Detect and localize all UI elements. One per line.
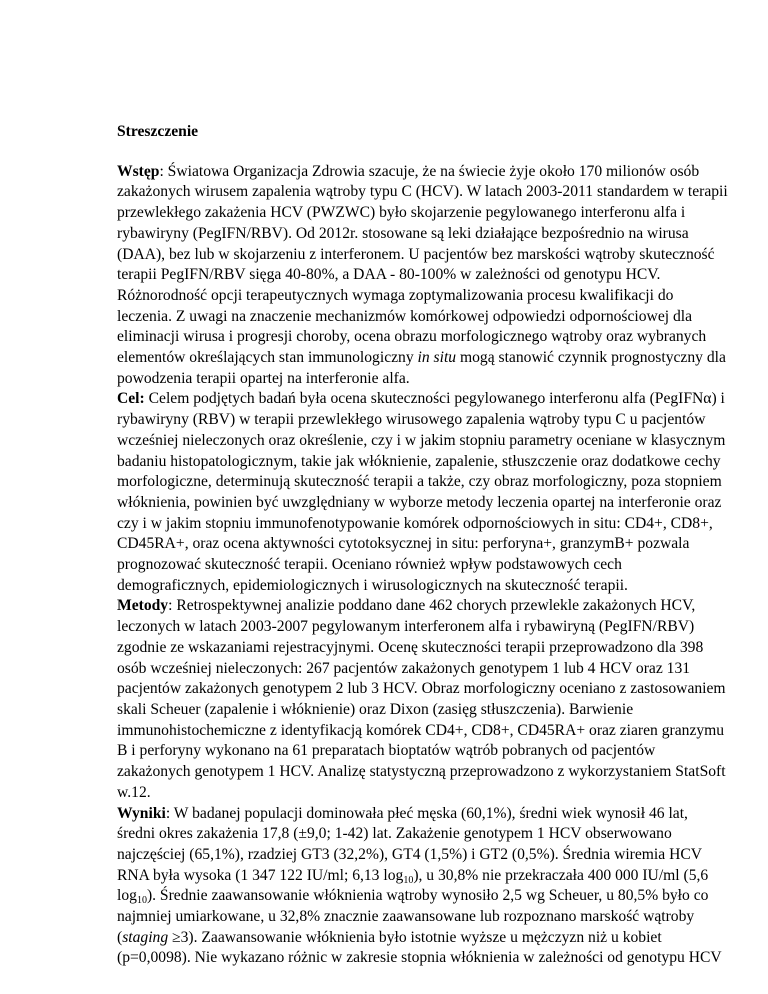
text-line: leczonych w latach 2003-2007 pegylowanym interferonem alfa i rybawiryną (PegIFN/RBV) [117,618,695,636]
text-line: prognozować skuteczność terapii. Oceniano również wpływ podstawowych cech [117,556,622,574]
section-title: Streszczenie [117,123,199,140]
text-line: zakażonych genotypem 1 HCV. Analizę statystyczną przeprowadzono z wykorzystaniem StatSoft [117,763,726,781]
text-line: leczenia. Z uwagi na znaczenie mechanizmów komórkowej odpowiedzi odpornościowej dla [117,307,693,325]
text-line: terapii PegIFN/RBV sięga 40-80%, a DAA - 80-100% w zależności od genotypu HCV. [117,266,661,284]
text-line: pacjentów zakażonych genotypem 2 lub 3 HCV. Obraz morfologiczny oceniano z zastosowaniem [117,680,726,698]
text-line: w.12. [117,783,151,801]
text-line: najczęściej (65,1%), rzadziej GT3 (32,2%), GT4 (1,5%) i GT2 (0,5%). Średnia wiremia HCV [117,845,703,863]
text-line: CD45RA+, oraz ocena aktywności cytotoksycznej in situ: perforyna+, granzymB+ pozwala [117,535,690,553]
text-line: eliminacji wirusa i progresji choroby, ocena obrazu morfologicznego wątroby oraz wybranych [117,328,707,346]
text-line: włóknienia, powinien być uwzględniany w wyborze metody leczenia opartej na interferonie oraz [117,493,722,511]
text-line: skali Scheuer (zapalenie i włóknienie) oraz Dixon (zasięg stłuszczenia). Barwienie [117,700,634,718]
text-line: $\log_{10}$). Średnie zaawansowanie włóknienia wątroby wynosiło 2,5 wg Scheuer, u 80,5% było co [117,887,709,907]
text-line: demograficznych, epidemiologicznych i wirusologicznych na skuteczność terapii. [117,576,628,594]
text-line: wcześniej nieleczonych oraz określenie, czy i w jakim stopniu parametry oceniane w klasycznym [117,431,726,449]
paragraph-wstep [117,162,728,390]
text-line: rybawiryny (RBV) w terapii przewlekłego wirusowego zapalenia wątroby typu C u pacjentów [117,411,706,429]
text-line: czy i w jakim stopniu immunofenotypowanie komórek odpornościowych in situ: CD4+, CD8+, [117,514,713,532]
document-page [117,122,728,969]
text-line: rybawiryny (PegIFN/RBV). Od 2012r. stosowane są leki działające bezpośrednio na wirusa [117,224,689,242]
label-metody: Metody [117,597,169,615]
text-line: (DAA), bez lub w skojarzeniu z interferonem. U pacjentów bez marskości wątroby skuteczność [117,245,715,263]
text-line: Różnorodność opcji terapeutycznych wymaga zoptymalizowania procesu kwalifikacji do [117,286,674,304]
text-line: morfologiczne, determinują skuteczność terapii a także, czy obraz morfologiczny, poza stopniem [117,473,722,491]
text-line: RNA była wysoka (1 347 122 IU/ml; 6,13 $\log_{10}$), u 30,8% nie przekraczała 400 000 IU/ml (5,6 [117,866,709,886]
text-line: najmniej umiarkowane, u 32,8% znacznie zaawansowane lub rozpoznano marskość wątroby [117,908,695,926]
text-line: zgodnie ze wskazaniami rejestracyjnymi. Ocenę skuteczności terapii przeprowadzono dla 398 [117,638,704,656]
text-line: Cel: Celem podjętych badań była ocena skuteczności pegylowanego interferonu alfa (PegIFNα) i [117,390,725,408]
label-cel: Cel: [117,390,145,408]
text-line: (p=0,0098). Nie wykazano różnic w zakresie stopnia włóknienia w zależności od genotypu HCV [117,949,722,967]
text-line: Metody: Retrospektywnej analizie poddano dane 462 chorych przewlekle zakażonych HCV, [117,597,696,615]
label-wstep: Wstęp [117,162,160,180]
paragraph-wyniki [117,804,722,970]
text-line: elementów określających stan immunologiczny in situ mogą stanowić czynnik prognostyczny dla [117,349,726,367]
text-line: (staging ≥3). Zaawansowanie włóknienia było istotnie wyższe u mężczyzn niż u kobiet [117,928,662,946]
text-line: Wyniki: W badanej populacji dominowała płeć męska (60,1%), średni wiek wynosił 46 lat, [117,804,688,822]
text-line: B i perforyny wykonano na 61 preparatach bioptatów wątrób pobranych od pacjentów [117,742,656,760]
text-line: badaniu histopatologicznym, takie jak włóknienie, zapalenie, stłuszczenie oraz dodatkowe cechy [117,452,721,470]
text-line: osób wcześniej nieleczonych: 267 pacjentów zakażonych genotypem 1 lub 4 HCV oraz 131 [117,659,691,677]
text-line: powodzenia terapii opartej na interferonie alfa. [117,369,410,387]
paragraph-cel [117,389,726,596]
text-line: średni okres zakażenia 17,8 (±9,0; 1-42) lat. Zakażenie genotypem 1 HCV obserwowano [117,825,672,843]
label-wyniki: Wyniki [117,804,166,822]
text-line: Wstęp: Światowa Organizacja Zdrowia szacuje, że na świecie żyje około 170 milionów osób [117,162,700,180]
text-line: zakażonych wirusem zapalenia wątroby typu C (HCV). W latach 2003-2011 standardem w terapii [117,183,728,201]
paragraph-metody [117,596,726,803]
text-line: przewlekłego zakażenia HCV (PWZWC) było skojarzenie pegylowanego interferonu alfa i [117,204,686,222]
text-line: immunohistochemiczne z identyfikacją komórek CD4+, CD8+, CD45RA+ oraz ziaren granzymu [117,721,725,739]
